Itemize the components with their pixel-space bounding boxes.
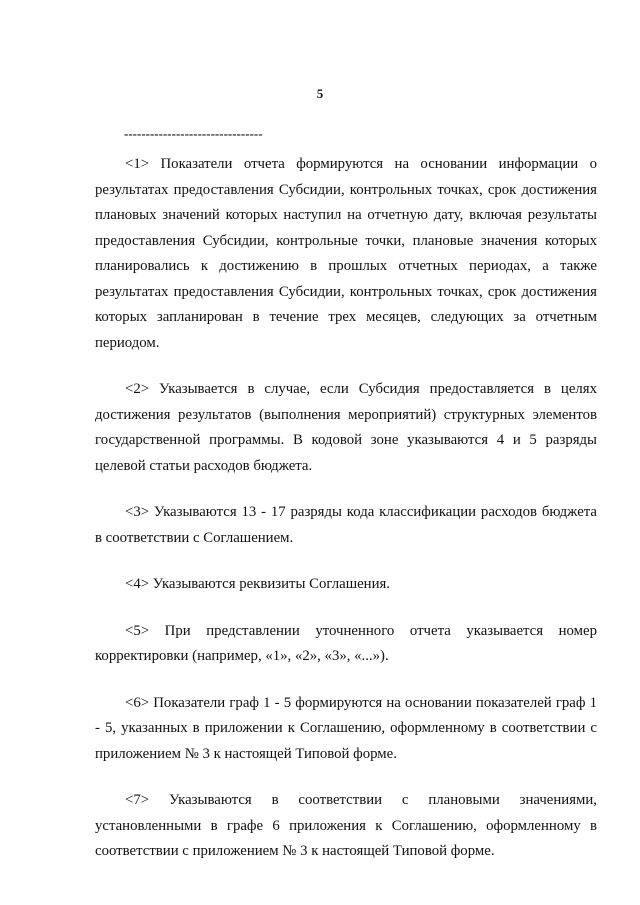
footnote-7: <7> Указываются в соответствии с плановыми значениями, установленными в графе 6 приложения к Соглашению, оформленному в соответствии с приложением № 3 к настоящей Типовой форме.: [95, 792, 597, 859]
footnotes-list: [95, 152, 597, 886]
footnote-6: <6> Показатели граф 1 - 5 формируются на основании показателей граф 1 - 5, указанных в приложении к Соглашению, оформленному в соответствии с приложением № 3 к настоящей Типовой форме.: [95, 694, 597, 762]
footnote-separator: --------------------------------: [124, 126, 263, 141]
footnote-1: <1> Показатели отчета формируются на основании информации о результатах предоставления Субсидии, контрольных точках, срок достижения плановых значений которых наступил на отчетную дату, включая результаты предоставления Субсидии, контрольные точки, плановые значения которых планировались к достижению в прошлых отчетных периодах, а также результатах предоставления Субсидии, контрольных точках, срок достижения которых запланирован в течение трех месяцев, следующих за отчетным периодом.: [95, 156, 597, 351]
footnote-4: <4> Указываются реквизиты Соглашения.: [125, 576, 390, 592]
page-number: 5: [316, 86, 324, 101]
footnote-5: <5> При представлении уточненного отчета указывается номер корректировки (например, «1», «2», «3», «...»).: [95, 622, 597, 664]
footnote-2: <2> Указывается в случае, если Субсидия предоставляется в целях достижения результатов (выполнения мероприятий) структурных элементов государственной программы. В кодовой зоне указываются 4 и 5 разряды целевой статьи расходов бюджета.: [95, 381, 597, 474]
footnote-3: <3> Указываются 13 - 17 разряды кода классификации расходов бюджета в соответствии с Соглашением.: [95, 504, 597, 546]
